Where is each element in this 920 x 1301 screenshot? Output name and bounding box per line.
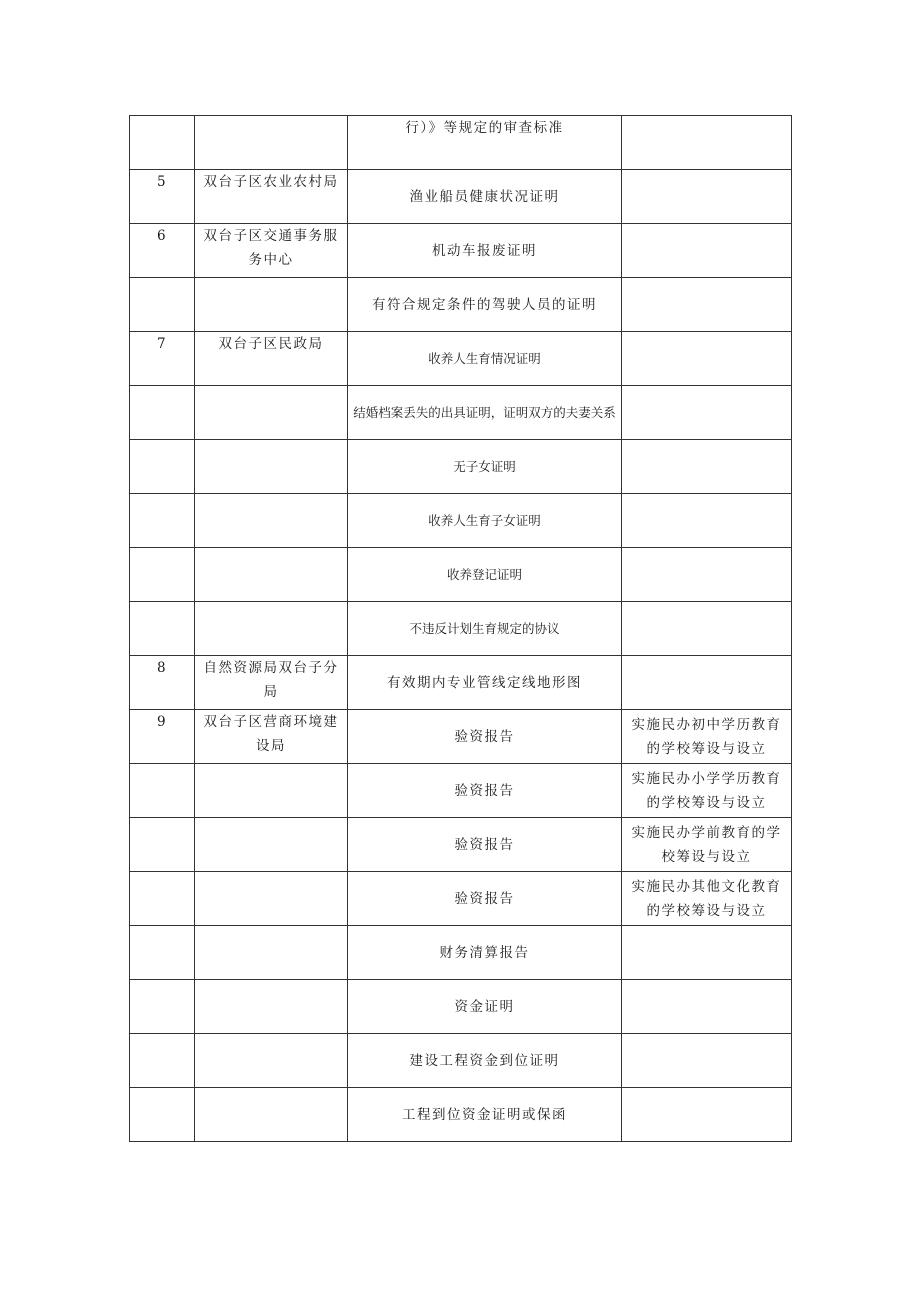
material-cell: 验资报告 [348,764,622,818]
table-row [130,818,792,872]
note-cell [622,332,792,386]
material-cell: 行）》等规定的审查标准 [348,116,622,170]
department-cell [195,278,348,332]
row-number-cell [130,116,195,170]
material-cell: 有符合规定条件的驾驶人员的证明 [348,278,622,332]
note-cell [622,224,792,278]
table-row [130,602,792,656]
table-row [130,656,792,710]
table-row [130,386,792,440]
note-cell: 实施民办小学学历教育的学校筹设与设立 [622,764,792,818]
department-cell: 双台子区营商环境建设局 [195,710,348,764]
department-cell: 双台子区农业农村局 [195,170,348,224]
material-cell: 资金证明 [348,980,622,1034]
department-cell [195,926,348,980]
department-cell [195,980,348,1034]
material-cell: 验资报告 [348,818,622,872]
material-cell: 渔业船员健康状况证明 [348,170,622,224]
note-cell [622,926,792,980]
row-number-cell [130,764,195,818]
row-number-cell [130,386,195,440]
note-cell [622,980,792,1034]
table-row [130,764,792,818]
material-cell: 收养登记证明 [348,548,622,602]
table-body [130,116,792,1142]
department-cell [195,440,348,494]
note-cell [622,386,792,440]
row-number-cell: 7 [130,332,195,386]
table-row [130,440,792,494]
material-cell: 验资报告 [348,872,622,926]
department-cell [195,818,348,872]
material-cell: 验资报告 [348,710,622,764]
table-row [130,926,792,980]
row-number-cell [130,980,195,1034]
note-cell: 实施民办初中学历教育的学校筹设与设立 [622,710,792,764]
row-number-cell [130,602,195,656]
row-number-cell [130,494,195,548]
table-row [130,278,792,332]
table-row [130,494,792,548]
row-number-cell: 9 [130,710,195,764]
department-cell [195,1034,348,1088]
table-row [130,548,792,602]
row-number-cell [130,818,195,872]
note-cell [622,116,792,170]
note-cell [622,440,792,494]
row-number-cell [130,1034,195,1088]
material-cell: 无子女证明 [348,440,622,494]
table-row [130,710,792,764]
note-cell [622,548,792,602]
department-cell: 双台子区民政局 [195,332,348,386]
row-number-cell: 8 [130,656,195,710]
row-number-cell [130,548,195,602]
row-number-cell [130,926,195,980]
note-cell: 实施民办其他文化教育的学校筹设与设立 [622,872,792,926]
table-row [130,224,792,278]
material-cell: 收养人生育情况证明 [348,332,622,386]
table-row [130,980,792,1034]
department-cell [195,764,348,818]
note-cell [622,278,792,332]
material-cell: 机动车报废证明 [348,224,622,278]
table-row [130,170,792,224]
note-cell [622,1034,792,1088]
department-cell [195,494,348,548]
material-cell: 有效期内专业管线定线地形图 [348,656,622,710]
material-cell: 财务清算报告 [348,926,622,980]
table-row [130,332,792,386]
department-cell [195,386,348,440]
department-cell [195,872,348,926]
table-row [130,116,792,170]
note-cell [622,1088,792,1142]
note-cell: 实施民办学前教育的学校筹设与设立 [622,818,792,872]
row-number-cell [130,1088,195,1142]
row-number-cell [130,872,195,926]
row-number-cell: 6 [130,224,195,278]
department-cell [195,602,348,656]
note-cell [622,656,792,710]
department-cell: 双台子区交通事务服务中心 [195,224,348,278]
row-number-cell [130,278,195,332]
note-cell [622,494,792,548]
row-number-cell: 5 [130,170,195,224]
department-cell [195,1088,348,1142]
department-cell [195,548,348,602]
department-cell [195,116,348,170]
table-row [130,1034,792,1088]
department-cell: 自然资源局双台子分局 [195,656,348,710]
material-cell: 建设工程资金到位证明 [348,1034,622,1088]
row-number-cell [130,440,195,494]
table-row [130,1088,792,1142]
certificate-table [129,115,792,1142]
material-cell: 工程到位资金证明或保函 [348,1088,622,1142]
table-row [130,872,792,926]
material-cell: 不违反计划生育规定的协议 [348,602,622,656]
material-cell: 收养人生育子女证明 [348,494,622,548]
material-cell: 结婚档案丢失的出具证明，证明双方的夫妻关系 [348,386,622,440]
note-cell [622,602,792,656]
note-cell [622,170,792,224]
